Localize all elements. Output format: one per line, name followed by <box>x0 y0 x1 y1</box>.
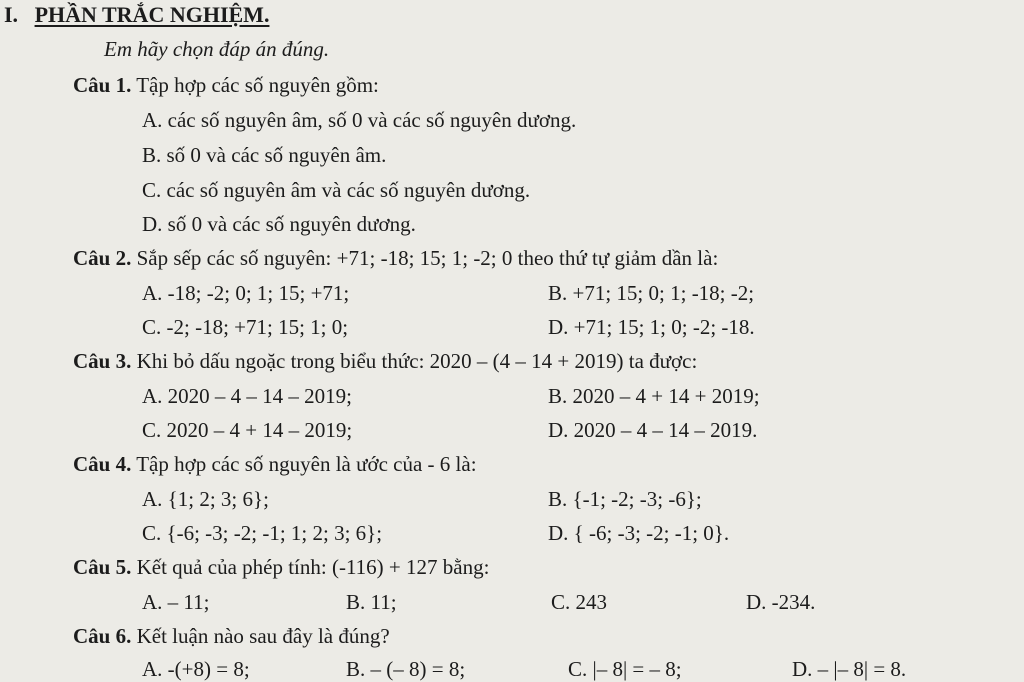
question-label: Câu 5. <box>73 555 132 579</box>
question-2 <box>73 245 718 271</box>
q1-option-b[interactable]: B. số 0 và các số nguyên âm. <box>142 143 387 167</box>
q3-option-a[interactable]: A. 2020 – 4 – 14 – 2019; <box>142 384 352 408</box>
q2-option-c[interactable]: C. -2; -18; +71; 15; 1; 0; <box>142 315 349 339</box>
section-number: I. <box>4 2 19 27</box>
q2-option-b[interactable]: B. +71; 15; 0; 1; -18; -2; <box>548 281 755 305</box>
question-label: Câu 4. <box>73 452 132 476</box>
q6-option-a[interactable]: A. -(+8) = 8; <box>142 657 250 681</box>
question-label: Câu 6. <box>73 624 132 648</box>
q3-option-b[interactable]: B. 2020 – 4 + 14 + 2019; <box>548 384 760 408</box>
q6-option-d[interactable]: D. – |– 8| = 8. <box>792 657 907 681</box>
question-text: Kết quả của phép tính: (-116) + 127 bằng: <box>136 555 490 579</box>
q4-option-d[interactable]: D. { -6; -3; -2; -1; 0}. <box>548 521 730 545</box>
question-text: Sắp sếp các số nguyên: +71; -18; 15; 1; -2; 0 theo thứ tự giảm dần là: <box>136 246 719 270</box>
question-6 <box>73 623 390 649</box>
q2-option-a[interactable]: A. -18; -2; 0; 1; 15; +71; <box>142 281 350 305</box>
question-text: Tập hợp các số nguyên gồm: <box>136 73 379 97</box>
q2-option-d[interactable]: D. +71; 15; 1; 0; -2; -18. <box>548 315 755 339</box>
q1-option-d[interactable]: D. số 0 và các số nguyên dương. <box>142 212 416 236</box>
q4-option-c[interactable]: C. {-6; -3; -2; -1; 1; 2; 3; 6}; <box>142 521 383 545</box>
question-5 <box>73 554 489 580</box>
question-label: Câu 3. <box>73 349 132 373</box>
q6-option-c[interactable]: C. |– 8| = – 8; <box>568 657 682 681</box>
q5-option-d[interactable]: D. -234. <box>746 590 816 614</box>
q6-option-b[interactable]: B. – (– 8) = 8; <box>346 657 466 681</box>
question-text: Kết luận nào sau đây là đúng? <box>136 624 390 648</box>
q4-option-a[interactable]: A. {1; 2; 3; 6}; <box>142 487 269 511</box>
q4-option-b[interactable]: B. {-1; -2; -3; -6}; <box>548 487 702 511</box>
question-text: Khi bỏ dấu ngoặc trong biểu thức: 2020 – (4 – 14 + 2019) ta được: <box>136 349 698 373</box>
q1-option-c[interactable]: C. các số nguyên âm và các số nguyên dương. <box>142 178 531 202</box>
q1-option-a[interactable]: A. các số nguyên âm, số 0 và các số nguyên dương. <box>142 108 577 132</box>
question-3 <box>73 348 697 374</box>
question-text: Tập hợp các số nguyên là ước của - 6 là: <box>136 452 477 476</box>
q3-option-d[interactable]: D. 2020 – 4 – 14 – 2019. <box>548 418 758 442</box>
section-header <box>4 2 269 28</box>
q5-option-a[interactable]: A. – 11; <box>142 590 210 614</box>
q5-option-b[interactable]: B. 11; <box>346 590 397 614</box>
question-label: Câu 1. <box>73 73 132 97</box>
question-label: Câu 2. <box>73 246 132 270</box>
section-title: PHẦN TRẮC NGHIỆM. <box>34 2 270 27</box>
q5-option-c[interactable]: C. 243 <box>551 590 608 614</box>
instruction: Em hãy chọn đáp án đúng. <box>104 37 330 61</box>
question-4 <box>73 451 477 477</box>
q3-option-c[interactable]: C. 2020 – 4 + 14 – 2019; <box>142 418 353 442</box>
question-1 <box>73 72 379 98</box>
